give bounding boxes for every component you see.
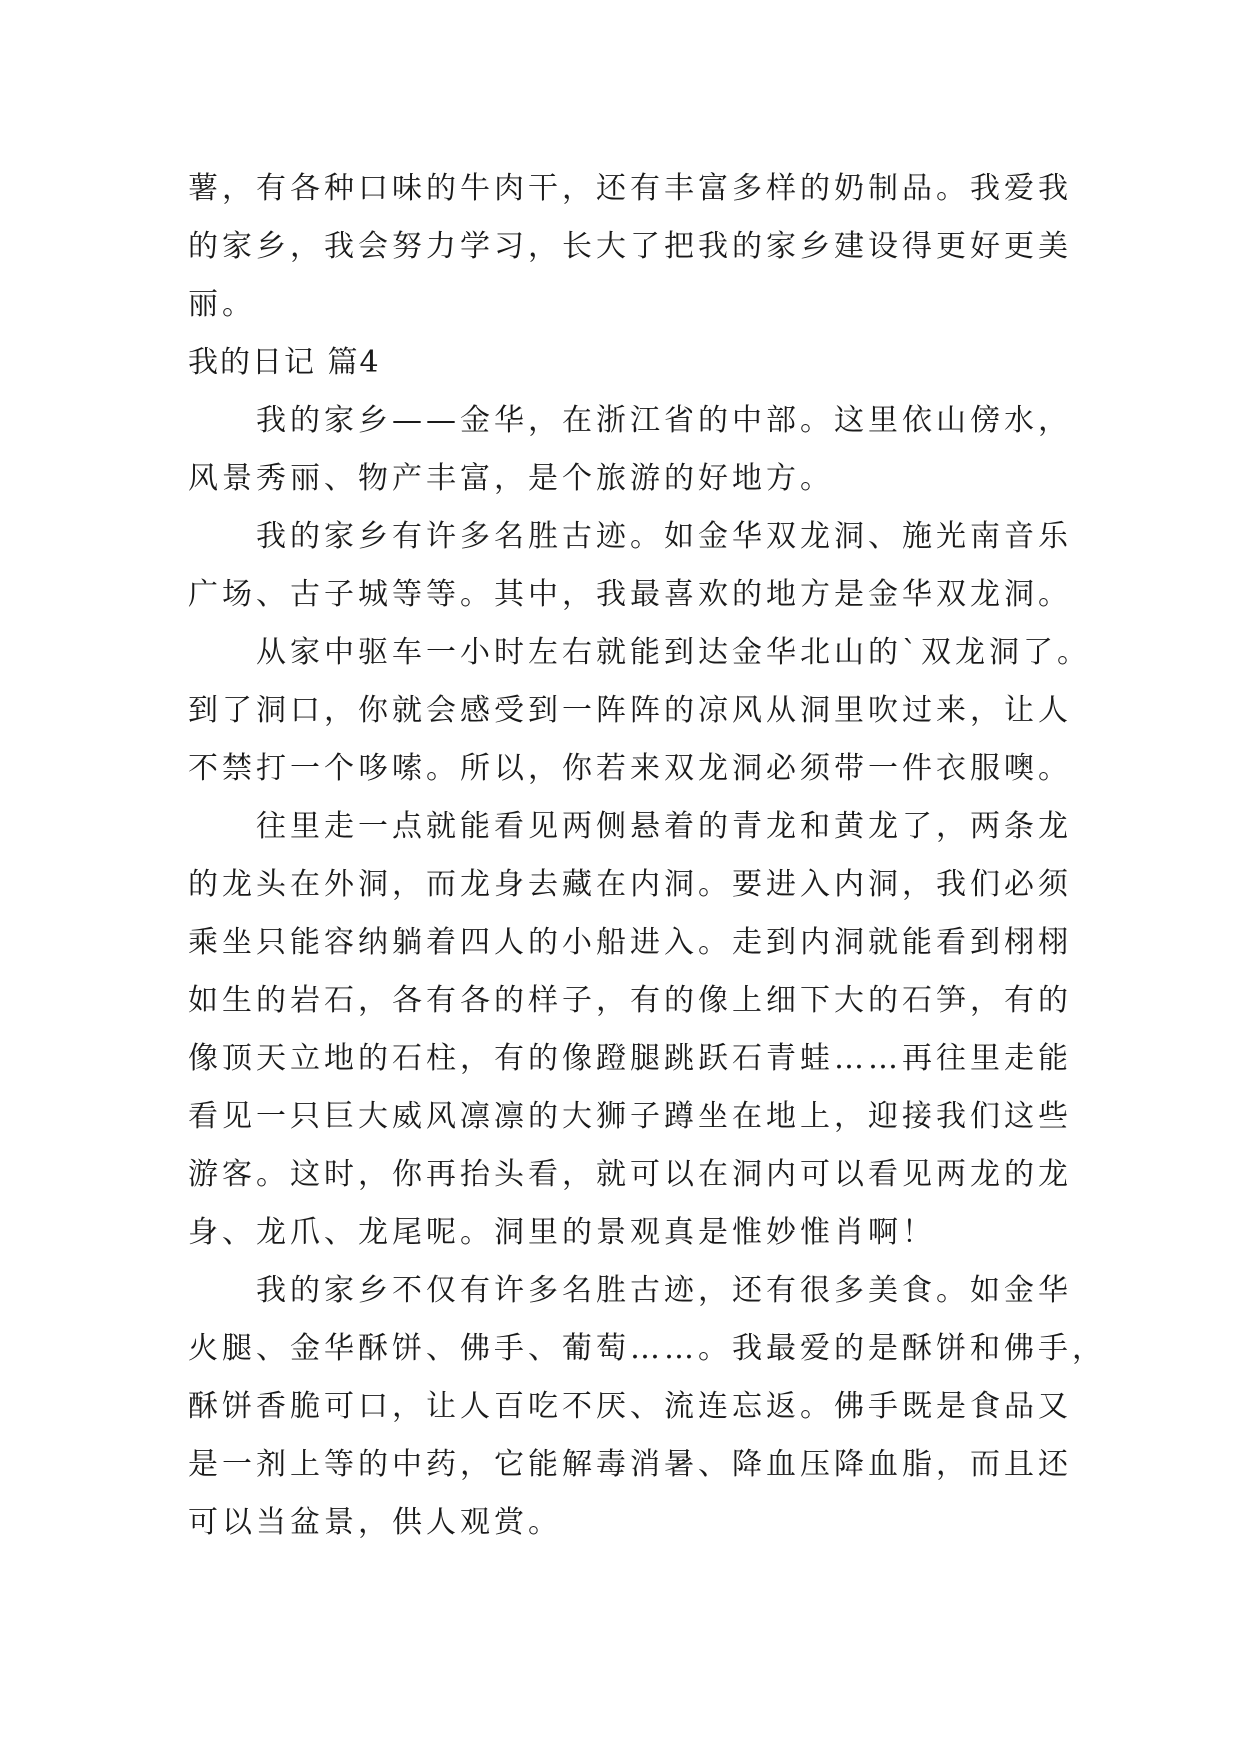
paragraph-line: 我的家乡不仅有许多名胜古迹，还有很多美食。如金华 (256, 1273, 1072, 1308)
paragraph-line: 不禁打一个哆嗦。所以，你若来双龙洞必须带一件衣服噢。 (188, 751, 1072, 786)
paragraph-line: 往里走一点就能看见两侧悬着的青龙和黄龙了，两条龙 (256, 809, 1072, 844)
paragraph-line: 风景秀丽、物产丰富，是个旅游的好地方。 (188, 461, 834, 496)
paragraph-line: 像顶天立地的石柱，有的像蹬腿跳跃石青蛙……再往里走能 (188, 1041, 1072, 1076)
document-body (188, 160, 1106, 1552)
paragraph-line: 薯，有各种口味的牛肉干，还有丰富多样的奶制品。我爱我 (188, 171, 1072, 206)
paragraph-line: 看见一只巨大威风凛凛的大狮子蹲坐在地上，迎接我们这些 (188, 1099, 1072, 1134)
paragraph-line: 乘坐只能容纳躺着四人的小船进入。走到内洞就能看到栩栩 (188, 925, 1072, 960)
paragraph-line: 身、龙爪、龙尾呢。洞里的景观真是惟妙惟肖啊！ (188, 1215, 936, 1250)
paragraph-line: 广场、古子城等等。其中，我最喜欢的地方是金华双龙洞。 (188, 577, 1072, 612)
paragraph-line: 从家中驱车一小时左右就能到达金华北山的`双龙洞了。 (256, 635, 1091, 670)
paragraph-line: 的龙头在外洞，而龙身去藏在内洞。要进入内洞，我们必须 (188, 867, 1072, 902)
paragraph-line: 火腿、金华酥饼、佛手、葡萄……。我最爱的是酥饼和佛手， (188, 1331, 1106, 1366)
paragraph-line: 丽。 (188, 287, 256, 322)
paragraph-line: 我的家乡有许多名胜古迹。如金华双龙洞、施光南音乐 (256, 519, 1072, 554)
section-heading: 我的日记 篇4 (188, 345, 381, 380)
paragraph-line: 到了洞口，你就会感受到一阵阵的凉风从洞里吹过来，让人 (188, 693, 1072, 728)
paragraph-line: 我的家乡——金华，在浙江省的中部。这里依山傍水， (256, 403, 1072, 438)
paragraph-line: 如生的岩石，各有各的样子，有的像上细下大的石笋，有的 (188, 983, 1072, 1018)
paragraph-line: 的家乡，我会努力学习，长大了把我的家乡建设得更好更美 (188, 229, 1072, 264)
paragraph-line: 酥饼香脆可口，让人百吃不厌、流连忘返。佛手既是食品又 (188, 1389, 1072, 1424)
paragraph-line: 是一剂上等的中药，它能解毒消暑、降血压降血脂，而且还 (188, 1447, 1072, 1482)
paragraph-line: 游客。这时，你再抬头看，就可以在洞内可以看见两龙的龙 (188, 1157, 1072, 1192)
paragraph-line: 可以当盆景，供人观赏。 (188, 1505, 562, 1540)
